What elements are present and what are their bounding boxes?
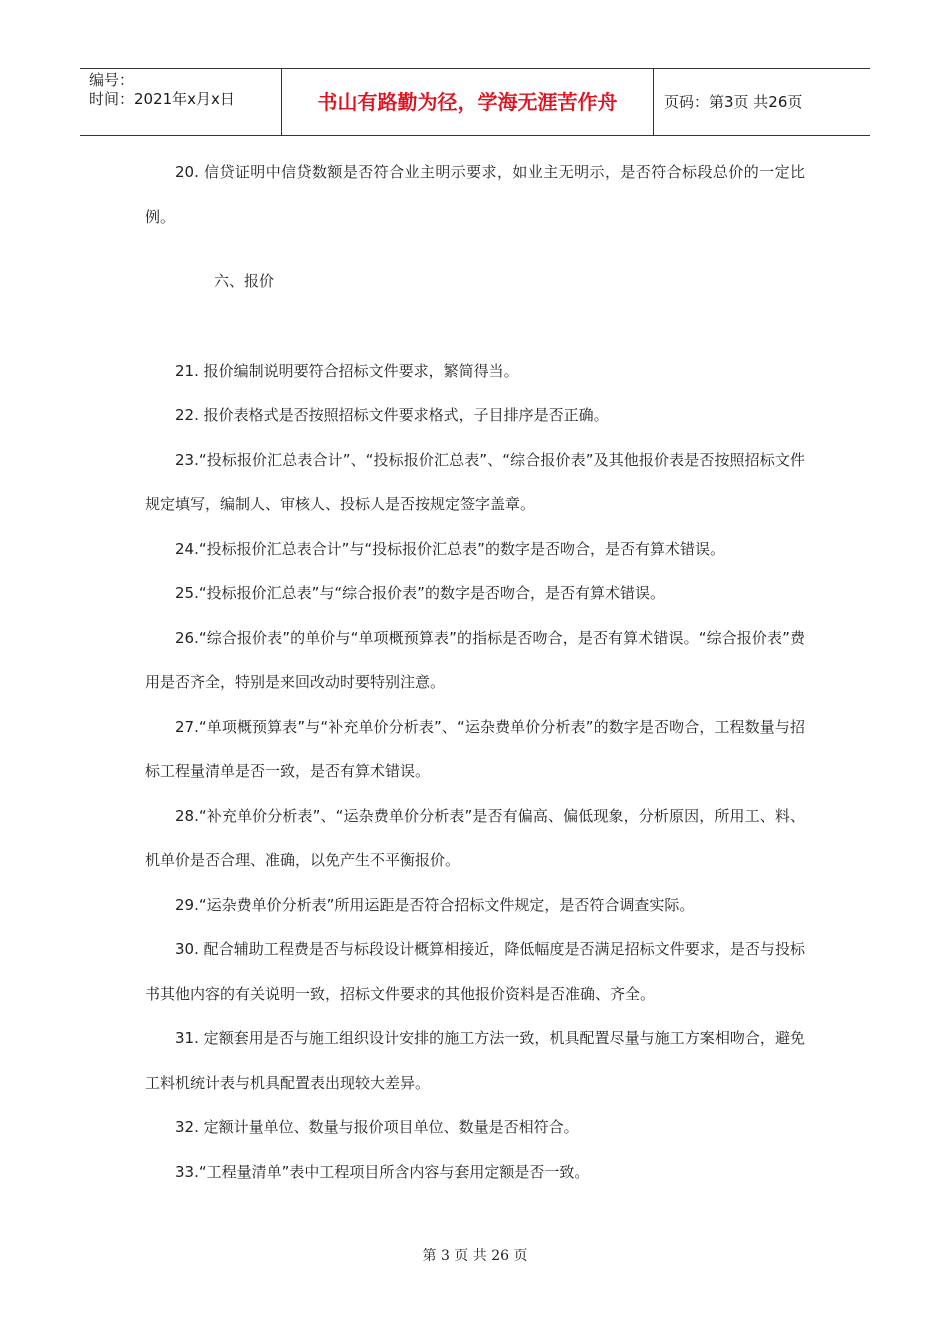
paragraph-32: 32. 定额计量单位、数量与报价项目单位、数量是否相符合。 <box>175 1118 579 1136</box>
paragraph-33: 33.“工程量清单”表中工程项目所含内容与套用定额是否一致。 <box>175 1162 590 1181</box>
paragraph-20: 20. 信贷证明中信贷数额是否符合业主明示要求，如业主无明示，是否符合标段总价的一定比例。 <box>145 163 805 226</box>
page-header <box>80 68 870 136</box>
document-number-label: 编号： <box>89 71 135 89</box>
header-meta <box>80 69 282 135</box>
paragraph-22: 22. 报价表格式是否按照招标文件要求格式，子目排序是否正确。 <box>175 406 609 424</box>
section-spacer <box>145 304 805 349</box>
page-footer: 第 3 页 共 26 页 <box>422 1248 528 1264</box>
section-title: 六、报价 <box>214 272 275 290</box>
paragraph-30: 30. 配合辅助工程费是否与标段设计概算相接近，降低幅度是否满足招标文件要求，是否与投标书其他内容的有关说明一致，招标文件要求的其他报价资料是否准确、齐全。 <box>145 940 805 1003</box>
document-body <box>145 150 805 1194</box>
header-page-info: 页码：第3页 共26页 <box>664 93 803 111</box>
paragraph-25: 25.“投标报价汇总表”与“综合报价表”的数字是否吻合，是否有算术错误。 <box>175 584 665 602</box>
document-date-label: 时间：2021年x月x日 <box>89 90 235 108</box>
paragraph-24: 24.“投标报价汇总表合计”与“投标报价汇总表”的数字是否吻合，是否有算术错误。 <box>175 539 725 558</box>
paragraph-28: 28.“补充单价分析表”、“运杂费单价分析表”是否有偏高、偏低现象，分析原因，所用工、料、机单价是否合理、准确，以免产生不平衡报价。 <box>145 806 805 869</box>
paragraph-26: 26.“综合报价表”的单价与“单项概预算表”的指标是否吻合，是否有算术错误。“综合报价表”费用是否齐全，特别是来回改动时要特别注意。 <box>145 628 805 691</box>
paragraph-23: 23.“投标报价汇总表合计”、“投标报价汇总表”、“综合报价表”及其他报价表是否按照招标文件规定填写，编制人、审核人、投标人是否按规定签字盖章。 <box>145 450 805 513</box>
paragraph-31: 31. 定额套用是否与施工组织设计安排的施工方法一致，机具配置尽量与施工方案相吻合，避免工料机统计表与机具配置表出现较大差异。 <box>145 1029 805 1092</box>
paragraph-29: 29.“运杂费单价分析表”所用运距是否符合招标文件规定，是否符合调查实际。 <box>175 895 695 914</box>
header-motto: 书山有路勤为径，学海无涯苦作舟 <box>282 69 654 135</box>
paragraph-21: 21. 报价编制说明要符合招标文件要求，繁简得当。 <box>175 361 519 380</box>
paragraph-27: 27.“单项概预算表”与“补充单价分析表”、“运杂费单价分析表”的数字是否吻合，工程数量与招标工程量清单是否一致，是否有算术错误。 <box>145 717 805 780</box>
